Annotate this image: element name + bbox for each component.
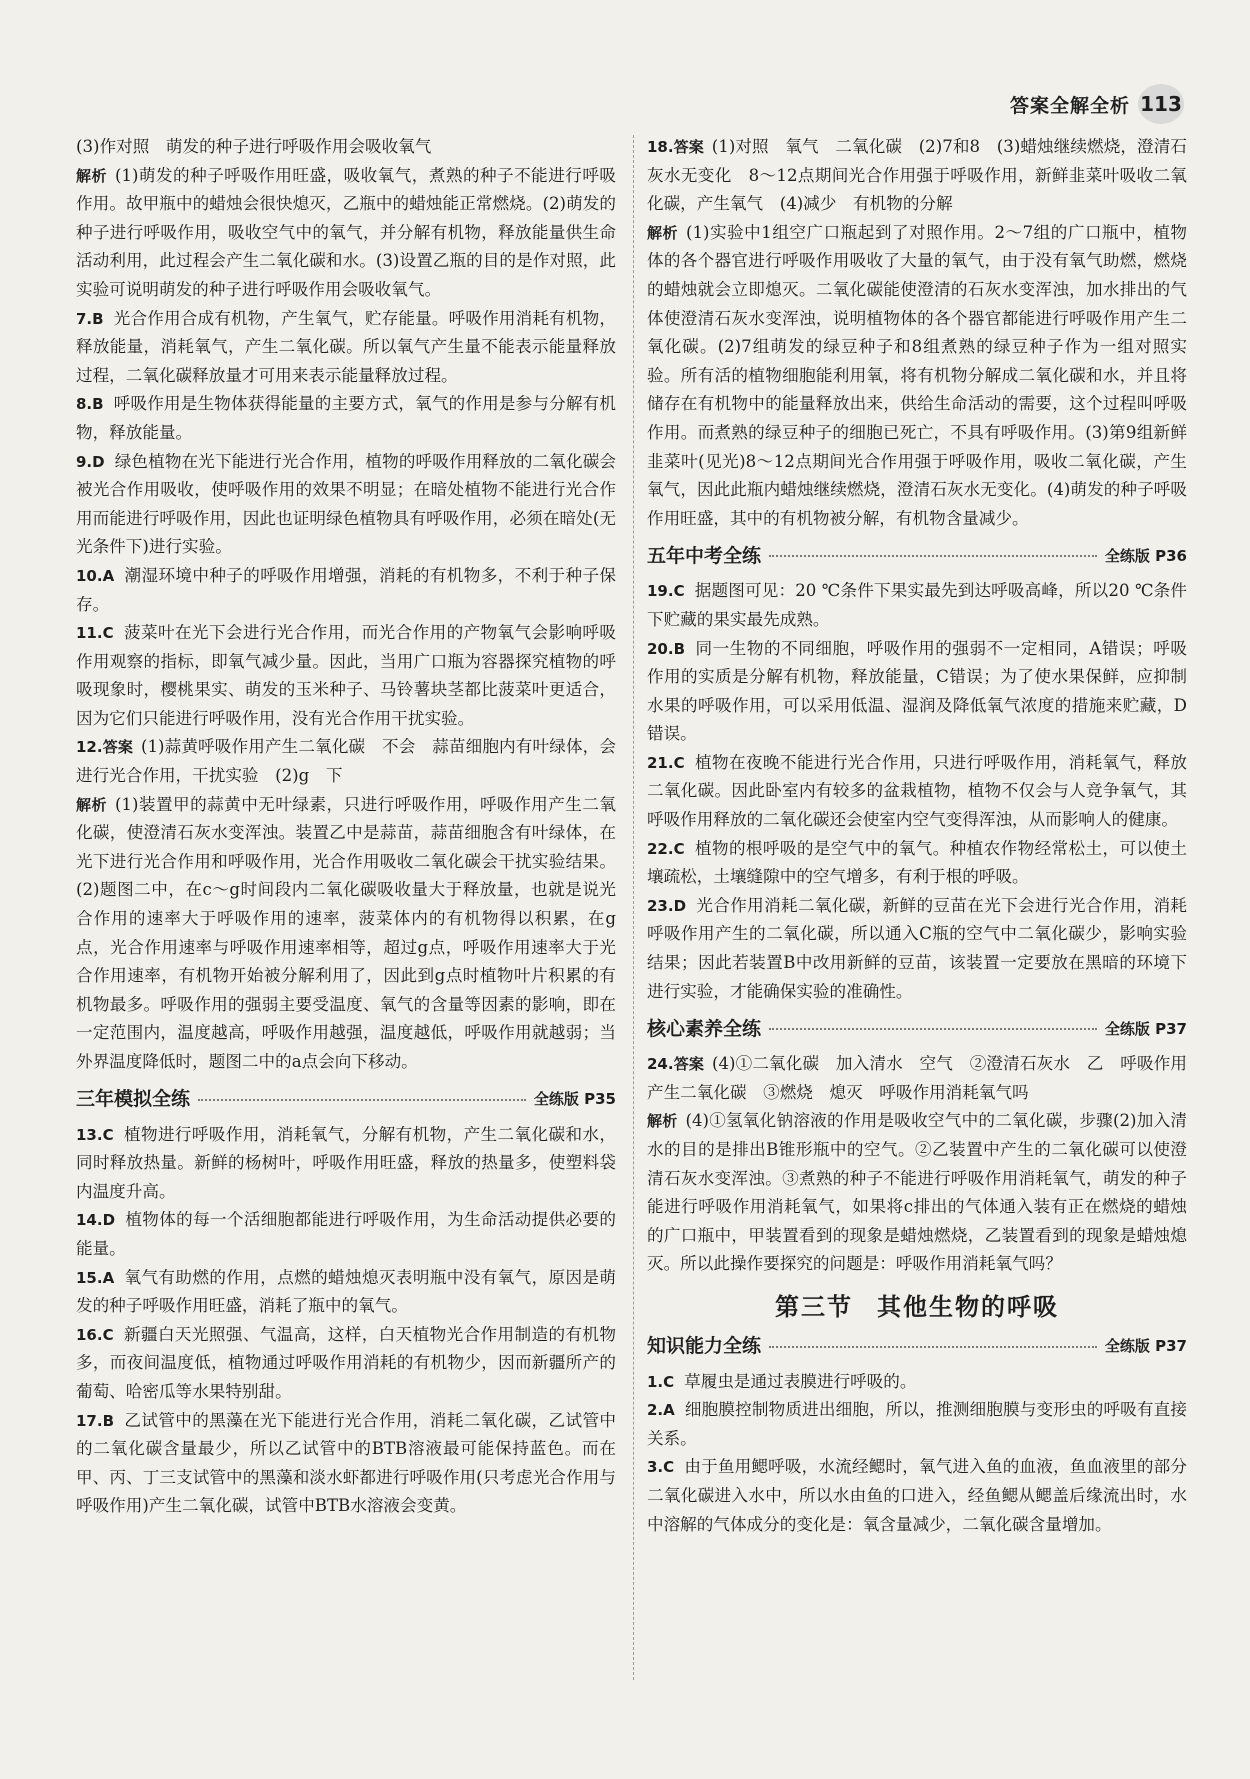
section-dotted-leader <box>769 1028 1097 1030</box>
section-version: 全练版 P35 <box>533 1090 616 1109</box>
question-16: 16.C 新疆白天光照强、气温高，这样，白天植物光合作用制造的有机物多，而夜间温度低，植物通过呼吸作用消耗的有机物少，因而新疆所产的葡萄、哈密瓜等水果特别甜。 <box>76 1324 616 1401</box>
knowledge-question-2: 2.A 细胞膜控制物质进出细胞，所以，推测细胞膜与变形虫的呼吸有直接关系。 <box>647 1400 1187 1448</box>
analysis-tag: 解析 <box>76 166 107 185</box>
question-7: 7.B 光合作用合成有机物，产生氧气，贮存能量。呼吸作用消耗有机物，释放能量，消耗氧气，产生二氧化碳。所以氧气产生量不能表示能量释放过程，二氧化碳释放量才可用来表示能量释放过程。 <box>76 308 616 385</box>
section-dotted-leader <box>769 1346 1097 1348</box>
question-number: 22.C <box>647 839 685 858</box>
header-title: 答案全解全析 <box>1009 94 1130 117</box>
question-11: 11.C 菠菜叶在光下会进行光合作用，而光合作用的产物氧气会影响呼吸作用观察的指标，即氧气减少量。因此，当用广口瓶为容器探究植物的呼吸现象时，樱桃果实、萌发的玉米种子、马铃薯块茎都比菠菜叶更适合，因为它们只能进行呼吸作用，没有光合作用干扰实验。 <box>76 623 616 728</box>
question-20: 20.B 同一生物的不同细胞，呼吸作用的强弱不一定相同，A错误；呼吸作用的实质是分解有机物，释放能量，C错误；为了使水果保鲜，应抑制水果的呼吸作用，可以采用低温、湿润及降低氧气浓度的措施来贮藏，D错误。 <box>647 638 1187 744</box>
question-21: 21.C 植物在夜晚不能进行光合作用，只进行呼吸作用，消耗氧气，释放二氧化碳。因此卧室内有较多的盆栽植物，植物不仅会与人竞争氧气，其呼吸作用释放的二氧化碳还会使室内空气变得浑浊，从而影响人的健康。 <box>647 752 1187 830</box>
question-number: 24. <box>647 1055 674 1074</box>
page-header <box>1010 84 1184 124</box>
left-column <box>76 133 616 1521</box>
column-divider <box>633 135 634 1680</box>
question-number: 18. <box>647 138 674 156</box>
section-core-literacy <box>647 1012 1187 1046</box>
question-number: 14.D <box>76 1211 116 1230</box>
question-14: 14.D 植物体的每一个活细胞都能进行呼吸作用，为生命活动提供必要的能量。 <box>76 1210 616 1258</box>
question-number: 9.D <box>76 452 105 471</box>
question-number: 2.A <box>647 1401 675 1420</box>
question-number: 7.B <box>76 309 104 328</box>
question-number: 17.B <box>76 1411 115 1430</box>
analysis-tag: 解析 <box>647 1112 678 1131</box>
chapter-heading <box>647 1293 1187 1322</box>
question-19: 19.C 据题图可见：20 ℃条件下果实最先到达呼吸高峰，所以20 ℃条件下贮藏的果实最先成熟。 <box>647 581 1187 629</box>
question-23: 23.D 光合作用消耗二氧化碳，新鲜的豆苗在光下会进行光合作用，消耗呼吸作用产生的二氧化碳，所以通入C瓶的空气中二氧化碳少，影响实验结果；因此若装置B中改用新鲜的豆苗，该装置一定要放在黑暗的环境下进行实验，才能确保实验的准确性。 <box>647 895 1187 1001</box>
section-version: 全练版 P37 <box>1104 1337 1187 1356</box>
section-dotted-leader <box>198 1099 526 1101</box>
section-dotted-leader <box>769 555 1097 557</box>
question-10: 10.A 潮湿环境中种子的呼吸作用增强，消耗的有机物多，不利于种子保存。 <box>76 565 616 614</box>
section-knowledge <box>647 1330 1187 1364</box>
question-12-analysis: 解析 (1)装置甲的蒜黄中无叶绿素，只进行呼吸作用，呼吸作用产生二氧化碳，使澄清石灰水变浑浊。装置乙中是蒜苗，蒜苗细胞含有叶绿体，在光下进行光合作用和呼吸作用，光合作用吸收二氧化碳会干扰实验结果。(2)题图二中，在c～g时间段内二氧化碳吸收量大于释放量，也就是说光合作用的速率大于呼吸作用的速率，菠菜体内的有机物得以积累，在g点，光合作用速率与呼吸作用速率相等，超过g点，呼吸作用速率大于光合作用速率，有机物开始被分解利用了，因此到g点时植物叶片积累的有机物最多。呼吸作用的强弱主要受温度、氧气的含量等因素的影响，即在一定范围内，温度越高，呼吸作用越强，温度越低，呼吸作用就越弱；当外界温度降低时，题图二中的a点会向下移动。 <box>76 794 616 1071</box>
q6-answer-part3: (3)作对照 萌发的种子进行呼吸作用会吸收氧气 <box>76 137 432 156</box>
question-24-analysis: 解析 (4)①氢氧化钠溶液的作用是吸收空气中的二氧化碳，步骤(2)加入清水的目的是排出B锥形瓶中的空气。②乙装置中产生的二氧化碳可以使澄清石灰水变浑浊。③煮熟的种子不能进行呼吸作用消耗氧气，萌发的种子能进行呼吸作用消耗氧气，如果将c排出的气体通入装有正在燃烧的蜡烛的广口瓶中，甲装置看到的现象是蜡烛燃烧，乙装置看到的现象是蜡烛熄灭。所以此操作要探究的问题是：呼吸作用消耗氧气吗？ <box>647 1111 1187 1274</box>
knowledge-question-1: 1.C 草履虫是通过表膜进行呼吸的。 <box>647 1371 917 1391</box>
analysis-tag: 解析 <box>76 795 107 814</box>
right-column <box>647 133 1187 1539</box>
question-number: 16.C <box>76 1325 114 1344</box>
question-24-answer: 24.答案 (4)①二氧化碳 加入清水 空气 ②澄清石灰水 乙 呼吸作用产生二氧化碳 ③燃烧 熄灭 呼吸作用消耗氧气吗 <box>647 1054 1187 1102</box>
question-22: 22.C 植物的根呼吸的是空气中的氧气。种植农作物经常松土，可以使土壤疏松，土壤缝隙中的空气增多，有利于根的呼吸。 <box>647 838 1187 887</box>
question-number: 21.C <box>647 753 685 772</box>
question-number: 3.C <box>647 1458 675 1477</box>
question-number: 1.C <box>647 1372 675 1391</box>
question-number: 12. <box>76 738 103 757</box>
question-number: 23.D <box>647 896 687 915</box>
analysis-tag: 解析 <box>647 223 678 242</box>
question-number: 10.A <box>76 566 115 585</box>
question-12-answer: 12.答案 (1)蒜黄呼吸作用产生二氧化碳 不会 蒜苗细胞内有叶绿体，会进行光合作用，干扰实验 (2)g 下 <box>76 737 616 786</box>
section-five-year <box>647 539 1187 573</box>
chapter-title: 其他生物的呼吸 <box>877 1292 1059 1321</box>
section-version: 全练版 P37 <box>1104 1019 1187 1038</box>
answer-tag: 答案 <box>102 738 133 757</box>
question-18-analysis: 解析 (1)实验中1组空广口瓶起到了对照作用。2～7组的广口瓶中，植物体的各个器官进行呼吸作用吸收了大量的氧气，由于没有氧气助燃，燃烧的蜡烛就会立即熄灭。二氧化碳能使澄清的石灰水变浑浊，加水排出的气体使澄清石灰水变浑浊，说明植物体的各个器官都能进行呼吸作用产生二氧化碳。(2)7组萌发的绿豆种子和8组煮熟的绿豆种子作为一组对照实验。所有活的植物细胞能利用氧，将有机物分解成二氧化碳和水，并且将储存在有机物中的能量释放出来，供给生命活动的需要，这个过程叫呼吸作用。而煮熟的绿豆种子的细胞已死亡，不具有呼吸作用。(3)第9组新鲜韭菜叶(见光)8～12点期间光合作用强于呼吸作用，吸收二氧化碳，产生氧气，因此此瓶内蜡烛继续燃烧，澄清石灰水无变化。(4)萌发的种子呼吸作用旺盛，其中的有机物被分解，有机物含量减少。 <box>647 222 1187 528</box>
question-number: 19.C <box>647 582 685 601</box>
question-18-answer: 18.答案 (1)对照 氧气 二氧化碳 (2)7和8 (3)蜡烛继续燃烧，澄清石灰水无变化 8～12点期间光合作用强于呼吸作用，新鲜韭菜叶吸收二氧化碳，产生氧气 (4)减少 有机物的分解 <box>647 137 1187 214</box>
question-number: 15.A <box>76 1268 115 1287</box>
knowledge-question-3: 3.C 由于鱼用鳃呼吸，水流经鳃时，氧气进入鱼的血液，鱼血液里的部分二氧化碳进入水中，所以水由鱼的口进入，经鱼鳃从鳃盖后缘流出时，水中溶解的气体成分的变化是：氧含量减少，二氧化碳含量增加。 <box>647 1457 1187 1534</box>
section-three-year <box>76 1083 616 1117</box>
answer-tag: 答案 <box>673 138 704 156</box>
answer-tag: 答案 <box>673 1055 704 1074</box>
question-17: 17.B 乙试管中的黑藻在光下能进行光合作用，消耗二氧化碳，乙试管中的二氧化碳含量最少，所以乙试管中的BTB溶液最可能保持蓝色。而在甲、丙、丁三支试管中的黑藻和淡水虾都进行呼吸作用(只考虑光合作用与呼吸作用)产生二氧化碳，试管中BTB水溶液会变黄。 <box>76 1410 616 1516</box>
section-version: 全练版 P36 <box>1104 547 1187 566</box>
question-13: 13.C 植物进行呼吸作用，消耗氧气，分解有机物，产生二氧化碳和水，同时释放热量。新鲜的杨树叶，呼吸作用旺盛，释放的热量多，使塑料袋内温度升高。 <box>76 1124 616 1201</box>
section-title: 核心素养全练 <box>647 1017 762 1040</box>
question-number: 13.C <box>76 1125 114 1144</box>
section-title: 知识能力全练 <box>647 1335 762 1358</box>
page-number: 113 <box>1138 84 1184 124</box>
section-title: 五年中考全练 <box>647 545 762 568</box>
chapter-label: 第三节 <box>775 1292 853 1321</box>
section-title: 三年模拟全练 <box>76 1088 191 1111</box>
question-number: 20.B <box>647 639 686 658</box>
question-9: 9.D 绿色植物在光下能进行光合作用，植物的呼吸作用释放的二氧化碳会被光合作用吸收，使呼吸作用的效果不明显；在暗处植物不能进行光合作用而能进行呼吸作用，因此也证明绿色植物具有呼吸作用，必须在暗处(无光条件下)进行实验。 <box>76 451 616 557</box>
question-15: 15.A 氧气有助燃的作用，点燃的蜡烛熄灭表明瓶中没有氧气，原因是萌发的种子呼吸作用旺盛，消耗了瓶中的氧气。 <box>76 1267 616 1316</box>
question-8: 8.B 呼吸作用是生物体获得能量的主要方式，氧气的作用是参与分解有机物，释放能量。 <box>76 394 616 442</box>
question-number: 11.C <box>76 624 114 643</box>
q6-analysis: 解析 (1)萌发的种子呼吸作用旺盛，吸收氧气，煮熟的种子不能进行呼吸作用。故甲瓶中的蜡烛会很快熄灭，乙瓶中的蜡烛能正常燃烧。(2)萌发的种子进行呼吸作用，吸收空气中的氧气，并分解有机物，释放能量供生命活动利用，此过程会产生二氧化碳和水。(3)设置乙瓶的目的是作对照，此实验可说明萌发的种子进行呼吸作用会吸收氧气。 <box>76 165 616 299</box>
question-number: 8.B <box>76 395 104 414</box>
